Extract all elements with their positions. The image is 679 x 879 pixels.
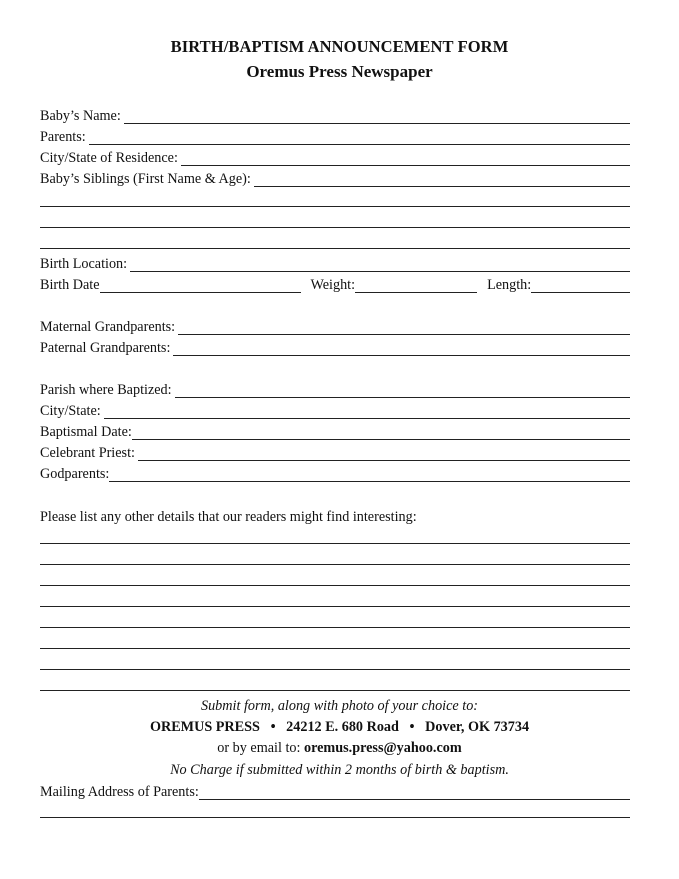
birth-date-label: Birth Date [40,277,100,293]
parish-label: Parish where Baptized: [40,382,172,398]
residence-field[interactable] [181,151,630,166]
birth-date-field[interactable] [100,278,301,293]
godparents-field[interactable] [109,467,630,482]
celebrant-label: Celebrant Priest: [40,445,135,461]
birth-location-field[interactable] [130,257,630,272]
siblings-line-3[interactable] [40,227,630,228]
city-state-row [40,399,630,419]
parents-row [40,125,630,145]
details-line-8[interactable] [40,690,630,691]
parish-field[interactable] [175,383,630,398]
celebrant-row [40,441,630,461]
city-state-label: City/State: [40,403,101,419]
email-address[interactable]: oremus.press@yahoo.com [303,740,462,756]
mailing-address-label: Mailing Address of Parents: [40,784,199,800]
details-line-1[interactable] [40,543,630,544]
length-field[interactable] [531,278,630,293]
email-line [0,740,679,757]
parents-field[interactable] [89,130,630,145]
form-subtitle: Oremus Press Newspaper [246,62,433,81]
bullet-2: • [409,719,415,735]
maternal-row [40,315,630,335]
siblings-line-2[interactable] [40,206,630,207]
paternal-field[interactable] [173,341,630,356]
parents-label: Parents: [40,129,86,145]
birth-details-row [40,273,630,293]
baptismal-date-label: Baptismal Date: [40,424,132,440]
length-label: Length: [487,277,532,293]
siblings-label: Baby’s Siblings (First Name & Age): [40,171,251,187]
city-state-field[interactable] [104,404,630,419]
press-name: OREMUS PRESS [149,719,260,735]
weight-field[interactable] [355,278,477,293]
godparents-row [40,462,630,482]
details-line-6[interactable] [40,648,630,649]
details-line-4[interactable] [40,606,630,607]
city-address: Dover, OK 73734 [425,719,530,735]
parish-row [40,378,630,398]
siblings-row [40,167,630,187]
mailing-address-row [40,780,630,800]
email-prefix: or by email to: [217,740,304,756]
birth-location-label: Birth Location: [40,256,128,272]
birth-location-row [40,252,630,272]
celebrant-field[interactable] [138,446,630,461]
baptismal-date-row [40,420,630,440]
details-line-3[interactable] [40,585,630,586]
mailing-address-line-2[interactable] [40,817,630,818]
weight-label: Weight: [310,277,356,293]
no-charge-note: No Charge if submitted within 2 months of birth & baptism. [170,762,509,778]
bullet-1: • [270,719,276,735]
maternal-field[interactable] [178,320,630,335]
maternal-label: Maternal Grandparents: [40,319,176,335]
babys-name-label: Baby’s Name: [40,108,121,124]
residence-row [40,146,630,166]
details-line-7[interactable] [40,669,630,670]
mailing-address-line [0,719,679,736]
godparents-label: Godparents: [40,466,110,482]
baptismal-date-field[interactable] [132,425,630,440]
details-line-2[interactable] [40,564,630,565]
babys-name-field[interactable] [124,109,630,124]
street-address: 24212 E. 680 Road [286,719,399,735]
form-title: BIRTH/BAPTISM ANNOUNCEMENT FORM [170,37,509,56]
residence-label: City/State of Residence: [40,150,178,166]
paternal-row [40,336,630,356]
babys-name-row [40,104,630,124]
submit-instructions: Submit form, along with photo of your choice to: [200,698,479,714]
details-prompt: Please list any other details that our readers might find interesting: [40,509,417,525]
details-line-5[interactable] [40,627,630,628]
paternal-label: Paternal Grandparents: [40,340,171,356]
siblings-field[interactable] [254,172,630,187]
mailing-address-field[interactable] [199,785,630,800]
siblings-line-4[interactable] [40,248,630,249]
